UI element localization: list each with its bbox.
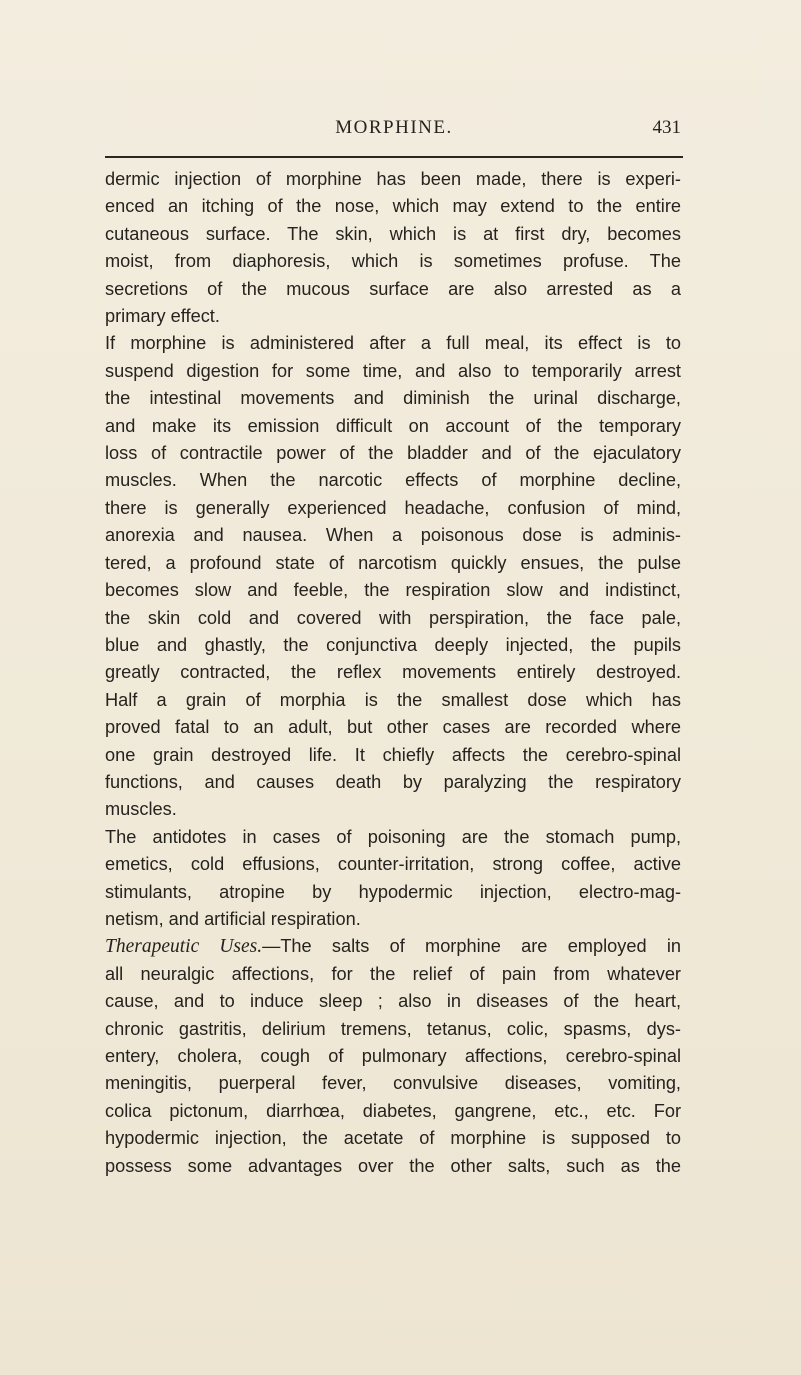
- page-header: [105, 116, 683, 150]
- text-line: and make its emission difficult on account of the temporary: [105, 415, 681, 436]
- text-line: emetics, cold effusions, counter-irritation, strong coffee, active: [105, 854, 681, 875]
- text-line: The antidotes in cases of poisoning are the stomach pump,: [105, 826, 681, 847]
- text-line: blue and ghastly, the conjunctiva deeply injected, the pupils: [105, 634, 681, 655]
- text-line: there is generally experienced headache, confusion of mind,: [105, 497, 681, 518]
- text-line: cause, and to induce sleep ; also in diseases of the heart,: [105, 991, 681, 1012]
- text-line: chronic gastritis, delirium tremens, tetanus, colic, spasms, dys-: [105, 1018, 681, 1039]
- text-line: stimulants, atropine by hypodermic injection, electro-mag-: [105, 881, 681, 902]
- therapeutic-heading: Therapeutic Uses.: [105, 936, 263, 958]
- text-line: dermic injection of morphine has been made, there is experi-: [105, 169, 681, 189]
- text-line: enced an itching of the nose, which may extend to the entire: [105, 196, 681, 217]
- text-line: primary effect.: [105, 306, 220, 327]
- text-line: muscles. When the narcotic effects of morphine decline,: [105, 470, 681, 491]
- text-line: colica pictonum, diarrhœa, diabetes, gangrene, etc., etc. For: [105, 1100, 681, 1121]
- running-title: MORPHINE.: [335, 117, 453, 138]
- therapeutic-first-line: [105, 933, 681, 960]
- text-line: anorexia and nausea. When a poisonous dose is adminis-: [105, 525, 681, 546]
- text-line: meningitis, puerperal fever, convulsive diseases, vomiting,: [105, 1073, 681, 1094]
- text-line: loss of contractile power of the bladder and of the ejaculatory: [105, 443, 681, 464]
- text-line: tered, a profound state of narcotism quickly ensues, the pulse: [105, 552, 681, 573]
- text-line: the skin cold and covered with perspiration, the face pale,: [105, 607, 681, 628]
- text-line: cutaneous surface. The skin, which is at first dry, becomes: [105, 223, 681, 244]
- text-line: greatly contracted, the reflex movements entirely destroyed.: [105, 662, 681, 683]
- text-line: all neuralgic affections, for the relief of pain from whatever: [105, 963, 681, 984]
- text-line: hypodermic injection, the acetate of morphine is supposed to: [105, 1128, 681, 1149]
- text-line: functions, and causes death by paralyzing the respiratory: [105, 771, 681, 792]
- page-number: 431: [652, 117, 681, 138]
- text-line: Half a grain of morphia is the smallest dose which has: [105, 689, 681, 710]
- text-line: the intestinal movements and diminish the urinal discharge,: [105, 388, 681, 409]
- text-line: muscles.: [105, 799, 177, 820]
- text-line: moist, from diaphoresis, which is sometimes profuse. The: [105, 251, 681, 272]
- therapeutic-first-line-text: —The salts of morphine are employed in: [262, 936, 681, 957]
- text-line: one grain destroyed life. It chiefly affects the cerebro-spinal: [105, 744, 681, 765]
- text-line: suspend digestion for some time, and also to temporarily arrest: [105, 360, 681, 381]
- text-line: netism, and artificial respiration.: [105, 908, 361, 929]
- text-line: becomes slow and feeble, the respiration slow and indistinct,: [105, 580, 681, 601]
- header-rule: [105, 156, 683, 158]
- text-line: entery, cholera, cough of pulmonary affections, cerebro-spinal: [105, 1046, 681, 1066]
- text-line: possess some advantages over the other salts, such as the: [105, 1155, 681, 1176]
- text-line: proved fatal to an adult, but other cases are recorded where: [105, 717, 681, 738]
- text-line: If morphine is administered after a full meal, its effect is to: [105, 333, 681, 354]
- text-line: secretions of the mucous surface are also arrested as a: [105, 278, 681, 299]
- body-text: [105, 166, 681, 1180]
